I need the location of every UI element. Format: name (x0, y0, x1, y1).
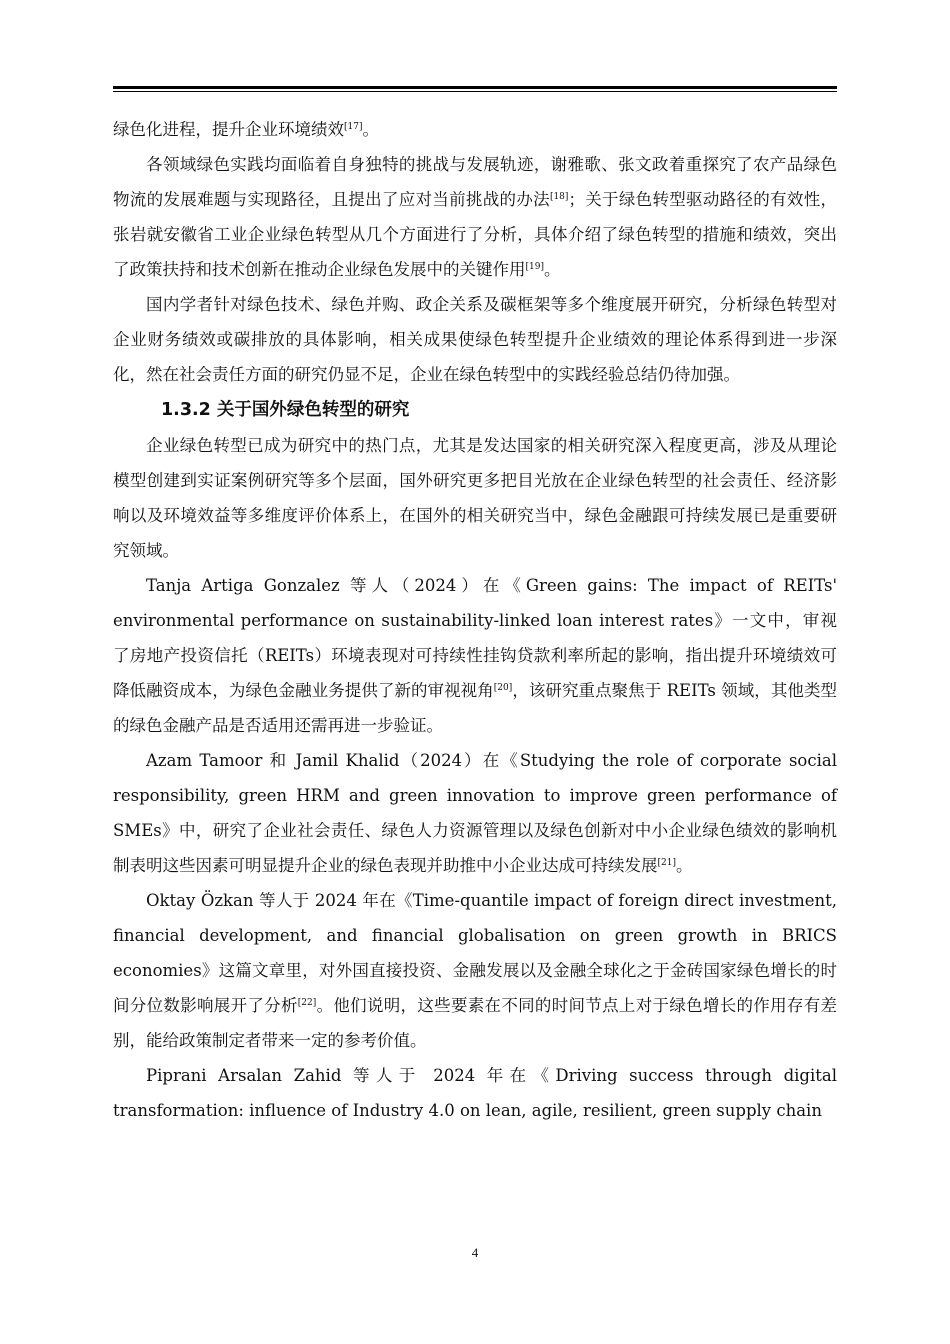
body-text (113, 112, 837, 1128)
citation: [22] (297, 998, 317, 1008)
header-rule-thin (113, 91, 837, 92)
citation: [21] (657, 858, 676, 868)
page-number: 4 (471, 1245, 479, 1260)
paragraph-2: 各领域绿色实践均面临着自身独特的挑战与发展轨迹，谢雅歌、张文政着重探究了农产品绿色物流的发展难题与实现路径，且提出了应对当前挑战的办法[18]；关于绿色转型驱动路径的有效性，张岩就安徽省工业企业绿色转型从几个方面进行了分析，具体介绍了绿色转型的措施和绩效，突出了政策扶持和技术创新在推动企业绿色发展中的关键作用[19]。 (113, 155, 838, 279)
citation: [17] (344, 122, 363, 132)
paragraph-7: Oktay Özkan 等人于 2024 年在《Time-quantile impact of foreign direct investment, financial development, and financial globalisation on green growth in BRICS economies》这篇文章里，对外国直接投资、金融发展以及金融全球化之于金砖国家绿色增长的时间分位数影响展开了分析[22]。他们说明，这些要素在不同的时间节点上对于绿色增长的作用存有差别，能给政策制定者带来一定的参考价值。 (113, 891, 838, 1050)
paragraph-3: 国内学者针对绿色技术、绿色并购、政企关系及碳框架等多个维度展开研究，分析绿色转型对企业财务绩效或碳排放的具体影响，相关成果使绿色转型提升企业绩效的理论体系得到进一步深化，然在社会责任方面的研究仍显不足，企业在绿色转型中的实践经验总结仍待加强。 (113, 295, 837, 384)
paragraph-1: 绿色化进程，提升企业环境绩效[17]。 (113, 120, 379, 139)
paragraph-5: Tanja Artiga Gonzalez 等人（2024）在《Green gains: The impact of REITs' environmental performance on sustainability-linked loan interest rates》一文中，审视了房地产投资信托（REITs）环境表现对可持续性挂钩贷款利率所起的影响，指出提升环境绩效可降低融资成本，为绿色金融业务提供了新的审视视角[20]，该研究重点聚焦于 REITs 领域，其他类型的绿色金融产品是否适用还需再进一步验证。 (113, 576, 838, 735)
citation: [19] (525, 262, 544, 272)
section-heading: 1.3.2 关于国外绿色转型的研究 (161, 400, 410, 420)
paragraph-6: Azam Tamoor 和 Jamil Khalid（2024）在《Studying the role of corporate social responsibility, green HRM and green innovation to improve green performance of SMEs》中，研究了企业社会责任、绿色人力资源管理以及绿色创新对中小企业绿色绩效的影响机制表明这些因素可明显提升企业的绿色表现并助推中小企业达成可持续发展[21]。 (113, 751, 837, 875)
citation: [18] (549, 192, 569, 202)
paragraph-4: 企业绿色转型已成为研究中的热门点，尤其是发达国家的相关研究深入程度更高，涉及从理论模型创建到实证案例研究等多个层面，国外研究更多把目光放在企业绿色转型的社会责任、经济影响以及环境效益等多维度评价体系上，在国外的相关研究当中，绿色金融跟可持续发展已是重要研究领域。 (113, 436, 837, 560)
citation: [20] (493, 683, 513, 693)
paragraph-8: Piprani Arsalan Zahid 等人于 2024 年在《Driving success through digital transformation: influence of Industry 4.0 on lean, agile, resilient, green supply chain (113, 1066, 837, 1120)
header-rule-thick (113, 86, 837, 89)
